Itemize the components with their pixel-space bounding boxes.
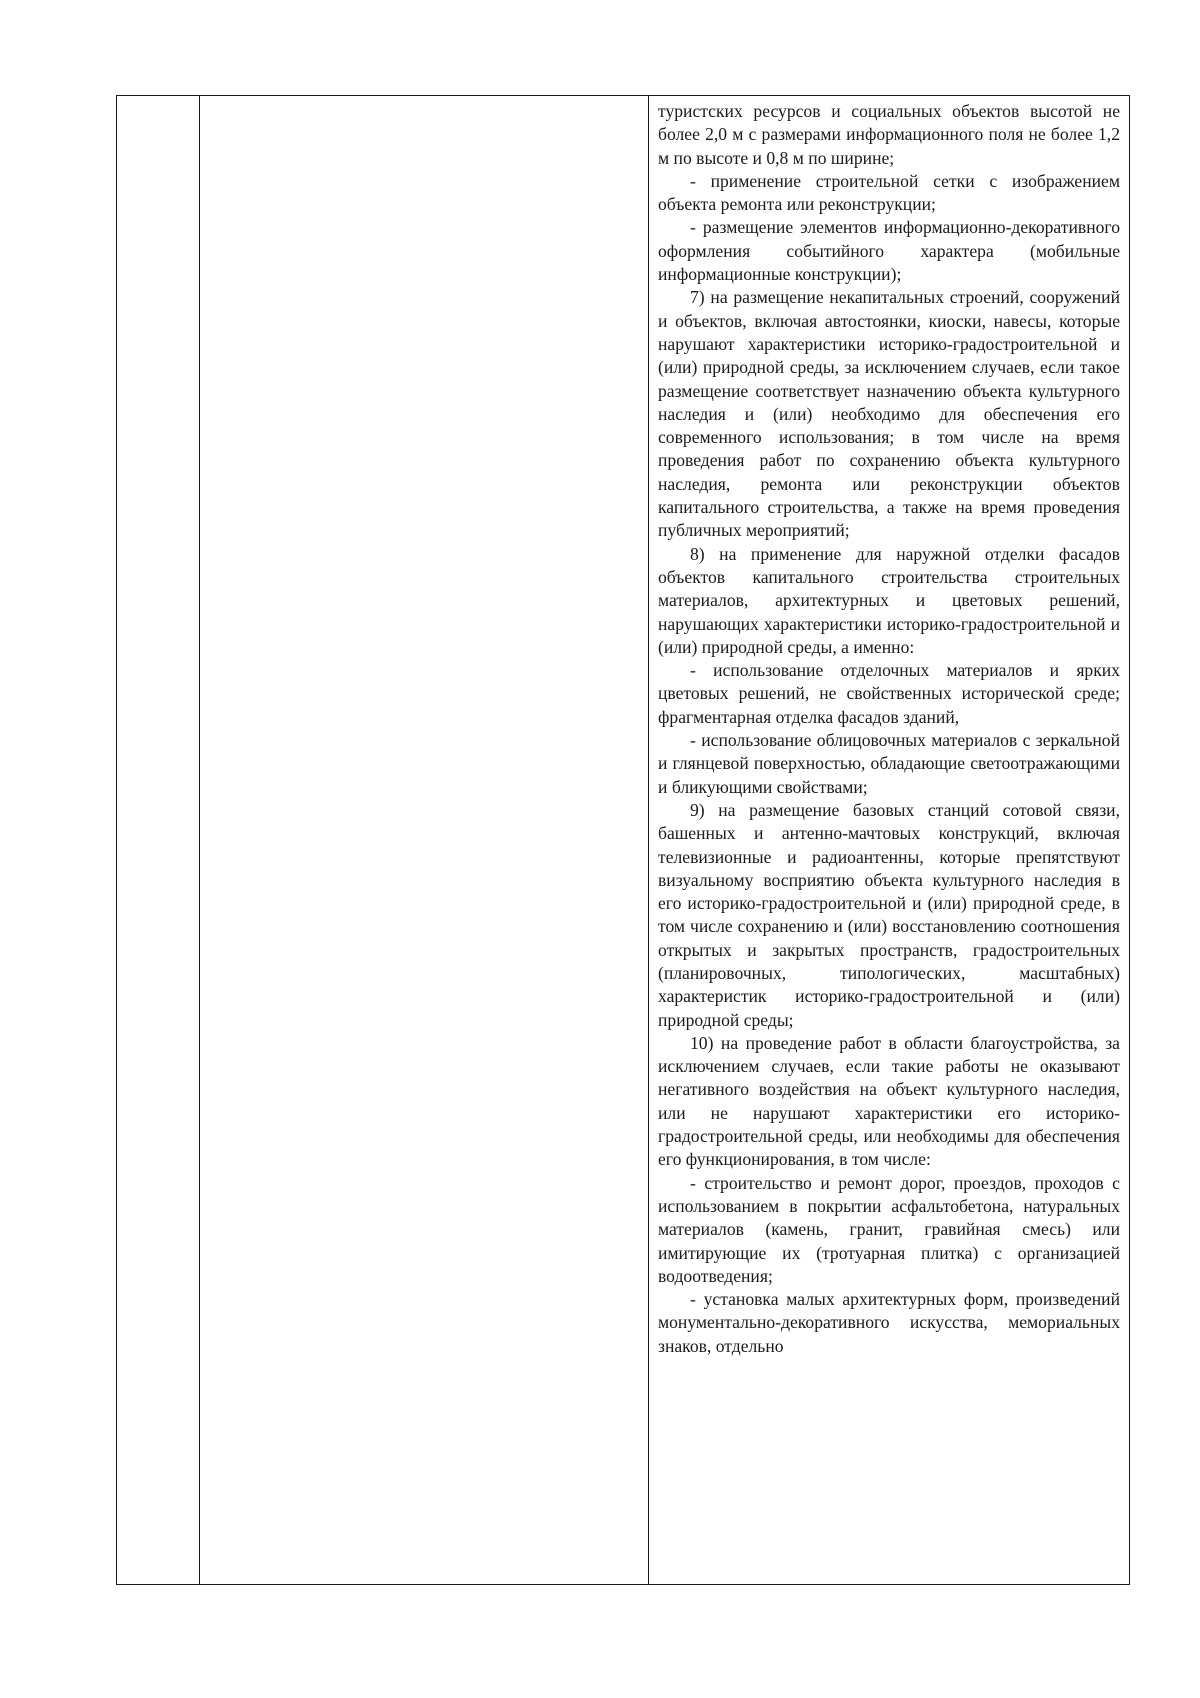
paragraph: 8) на применение для наружной отделки фасадов объектов капитального строительства строительных материалов, архитектурных и цветовых решений, нарушающих характеристики историко-градостроительной и (или) природной среды, а именно: bbox=[658, 543, 1120, 657]
paragraph: - применение строительной сетки с изображением объекта ремонта или реконструкции; bbox=[658, 170, 1120, 215]
paragraph: 10) на проведение работ в области благоустройства, за исключением случаев, если такие работы не оказывают негативного воздействия на объект культурного наследия, или не нарушают характеристики его историко-градостроительной среды, или необходимы для обеспечения его функционирования, в том числе: bbox=[658, 1032, 1120, 1170]
paragraph: 7) на размещение некапитальных строений, сооружений и объектов, включая автостоянки, киоски, навесы, которые нарушают характеристики историко-градостроительной и (или) природной среды, за исключением случаев, если такое размещение соответствует назначению объекта культурного наследия и (или) необходимо для обеспечения его современного использования; в том числе на время проведения работ по сохранению объекта культурного наследия, ремонта или реконструкции объектов капитального строительства, а также на время проведения публичных мероприятий; bbox=[658, 287, 1120, 541]
paragraph: - строительство и ремонт дорог, проездов, проходов с использованием в покрытии асфальтобетона, натуральных материалов (камень, гранит, гравийная смесь) или имитирующие их (тротуарная плитка) с организацией водоотведения; bbox=[658, 1172, 1120, 1286]
table-cell-name bbox=[200, 96, 649, 1585]
paragraph: - использование облицовочных материалов с зеркальной и глянцевой поверхностью, обладающие светоотражающими и бликующими свойствами; bbox=[658, 730, 1120, 797]
table-cell-number bbox=[117, 96, 200, 1585]
paragraph: 9) на размещение базовых станций сотовой связи, башенных и антенно-мачтовых конструкций, включая телевизионные и радиоантенны, которые препятствуют визуальному восприятию объекта культурного наследия в его историко-градостроительной и (или) природной среде, в том числе сохранению и (или) восстановлению соотношения открытых и закрытых пространств, градостроительных (планировочных, типологических, масштабных) характеристик историко-градостроительной и (или) природной среды; bbox=[658, 799, 1120, 1030]
paragraph: - использование отделочных материалов и ярких цветовых решений, не свойственных исторической среде; фрагментарная отделка фасадов зданий, bbox=[658, 660, 1120, 727]
paragraph: - размещение элементов информационно-декоративного оформления событийного характера (мобильные информационные конструкции); bbox=[658, 217, 1120, 285]
paragraph: - установка малых архитектурных форм, произведений монументально-декоративного искусства, мемориальных знаков, отдельно bbox=[658, 1289, 1120, 1356]
table-cell-requirements bbox=[649, 96, 1130, 1585]
document-table bbox=[116, 95, 1130, 1585]
table-row bbox=[117, 96, 1130, 1585]
paragraph: туристских ресурсов и социальных объектов высотой не более 2,0 м с размерами информационного поля не более 1,2 м по высоте и 0,8 м по ширине; bbox=[658, 101, 1120, 168]
